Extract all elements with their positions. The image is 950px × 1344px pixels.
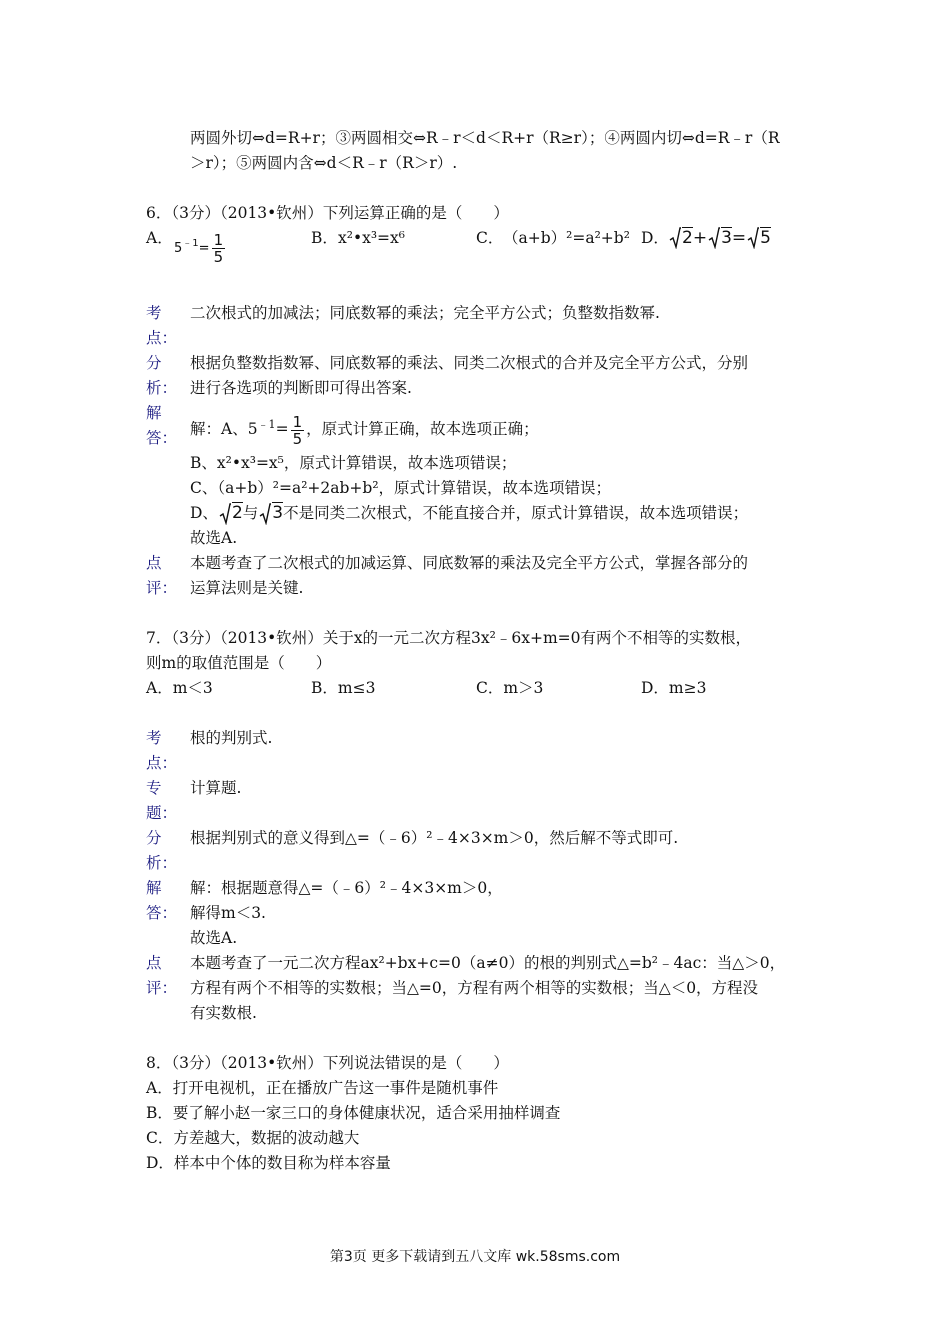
q7-jieda-line-2: 解得m＜3. (190, 904, 266, 922)
q6-jieda-a (190, 406, 539, 448)
q6-dianping-line-1: 本题考查了二次根式的加减运算、同底数幂的乘法及完全平方公式，掌握各部分的 (190, 554, 749, 572)
q6-jieda-a-numerator: 1 (292, 412, 303, 431)
q7-dianping-line-3: 有实数根. (190, 1004, 257, 1022)
q6-option-b-text: x²•x³=x⁶ (338, 229, 405, 247)
q7-jieda-label-1: 解 (146, 879, 162, 897)
q6-fenxi-line-2: 进行各选项的判断即可得出答案. (190, 379, 412, 397)
q7-jieda-label-2: 答： (146, 904, 178, 922)
q6-jieda-a-equals: = (275, 420, 289, 438)
q8-option-d: D．样本中个体的数目称为样本容量 (146, 1154, 391, 1172)
q6-a-denominator: 5 (213, 248, 224, 266)
q7-kaodian-label-2: 点： (146, 754, 178, 772)
q6-jieda-label-2: 答： (146, 429, 178, 447)
sqrt-icon (259, 503, 271, 525)
q6-jieda-a-exponent: ﹣1 (257, 418, 276, 431)
q6-d-radicand-3: 5 (760, 228, 771, 248)
q6-a-base: 5 (174, 241, 183, 256)
q7-zhuanti-label-2: 题： (146, 804, 178, 822)
q7-dianping-line-1: 本题考查了一元二次方程ax²+bx+c=0（a≠0）的根的判别式△=b²﹣4ac：当△＞0， (190, 954, 786, 972)
q7-option-c: C．m＞3 (476, 679, 544, 697)
q6-d-radicand-2: 3 (721, 228, 732, 248)
q7-fenxi: 根据判别式的意义得到△=（﹣6）²﹣4×3×m＞0，然后解不等式即可. (190, 829, 679, 847)
q6-a-fraction (212, 232, 226, 265)
q7-dianping-label-1: 点 (146, 954, 162, 972)
q7-dianping-line-2: 方程有两个不相等的实数根；当△=0，方程有两个相等的实数根；当△＜0，方程没 (190, 979, 759, 997)
q8-option-a: A．打开电视机，正在播放广告这一事件是随机事件 (146, 1079, 499, 1097)
q6-option-a-formula (174, 232, 227, 265)
sqrt-icon (669, 227, 681, 249)
intro-line-2: ＞r）；⑤两圆内含⇔d＜R﹣r（R＞r）. (190, 154, 458, 172)
q6-d-radicand-1: 2 (682, 228, 693, 248)
q6-dianping-label-1: 点 (146, 554, 162, 572)
q6-jieda-a-fraction (291, 414, 305, 447)
page-footer: 第3页 更多下载请到五八文库 wk.58sms.com (329, 1249, 621, 1265)
q6-option-c-text: （a+b）²=a²+b² (503, 229, 630, 247)
q6-jieda-d-and: 与 (242, 504, 259, 522)
q7-dianping-label-2: 评： (146, 979, 178, 997)
q6-jieda-d-post: 不是同类二次根式，不能直接合并，原式计算错误，故本选项错误； (283, 504, 749, 522)
q7-stem-line-2: 则m的取值范围是（ ） (146, 654, 332, 672)
q7-fenxi-label-1: 分 (146, 829, 162, 847)
q6-option-d-formula (668, 225, 771, 251)
q6-jieda-d-radicand-2: 3 (272, 503, 284, 523)
q6-stem: 6．（3分）（2013•钦州）下列运算正确的是（ ） (146, 204, 509, 222)
q7-jieda-line-3: 故选A. (190, 929, 238, 947)
q6-fenxi-label-1: 分 (146, 354, 162, 372)
q6-d-equals: = (731, 228, 747, 248)
q7-kaodian: 根的判别式. (190, 729, 273, 747)
q7-kaodian-label-1: 考 (146, 729, 162, 747)
q6-jieda-d (190, 500, 748, 526)
q6-dianping-label-2: 评： (146, 579, 178, 597)
q6-dianping-line-2: 运算法则是关键. (190, 579, 304, 597)
q6-option-a-label: A． (146, 229, 173, 247)
q8-stem: 8．（3分）（2013•钦州）下列说法错误的是（ ） (146, 1054, 509, 1072)
sqrt-icon (219, 503, 231, 525)
q6-d-plus: + (692, 228, 708, 248)
q6-jieda-d-pre: D、 (190, 504, 218, 522)
q8-option-c: C．方差越大，数据的波动越大 (146, 1129, 360, 1147)
q6-option-d-label: D． (641, 229, 669, 247)
q6-jieda-a-post: ，原式计算正确，故本选项正确； (306, 420, 539, 438)
q7-fenxi-label-2: 析： (146, 854, 178, 872)
q6-fenxi-line-1: 根据负整数指数幂、同底数幂的乘法、同类二次根式的合并及完全平方公式，分别 (190, 354, 749, 372)
q6-jieda-a-pre: 解：A、5 (190, 420, 258, 438)
q7-zhuanti-label-1: 专 (146, 779, 162, 797)
q6-kaodian-label-1: 考 (146, 304, 162, 322)
sqrt-icon (708, 227, 720, 249)
q6-option-c-label: C． (476, 229, 504, 247)
intro-line-1: 两圆外切⇔d=R+r；③两圆相交⇔R﹣r＜d＜R+r（R≥r）；④两圆内切⇔d=R﹣r（R (190, 129, 780, 147)
q6-jieda-a-denominator: 5 (292, 429, 303, 448)
q6-jieda-c: C、（a+b）²=a²+2ab+b²，原式计算错误，故本选项错误； (190, 479, 612, 497)
q6-a-equals: = (198, 241, 210, 256)
q6-fenxi-label-2: 析： (146, 379, 178, 397)
q7-stem-line-1: 7．（3分）（2013•钦州）关于x的一元二次方程3x²﹣6x+m=0有两个不相等的实数根， (146, 629, 752, 647)
q8-option-b: B．要了解小赵一家三口的身体健康状况，适合采用抽样调查 (146, 1104, 561, 1122)
q6-jieda-d-radicand-1: 2 (231, 503, 243, 523)
q6-jieda-end: 故选A. (190, 529, 238, 547)
q7-option-a: A．m＜3 (146, 679, 213, 697)
q7-option-d: D．m≥3 (641, 679, 707, 697)
q6-a-exponent: ﹣1 (182, 238, 199, 249)
q6-option-b-label: B． (311, 229, 338, 247)
sqrt-icon (747, 227, 759, 249)
q6-kaodian-label-2: 点： (146, 329, 178, 347)
q7-option-b: B．m≤3 (311, 679, 376, 697)
q6-jieda-label-1: 解 (146, 404, 162, 422)
q6-kaodian: 二次根式的加减法；同底数幂的乘法；完全平方公式；负整数指数幂. (190, 304, 660, 322)
q7-zhuanti: 计算题. (190, 779, 242, 797)
q7-jieda-line-1: 解：根据题意得△=（﹣6）²﹣4×3×m＞0， (190, 879, 503, 897)
q6-jieda-b: B、x²•x³=x⁵，原式计算错误，故本选项错误； (190, 454, 517, 472)
q6-a-numerator: 1 (213, 231, 224, 249)
